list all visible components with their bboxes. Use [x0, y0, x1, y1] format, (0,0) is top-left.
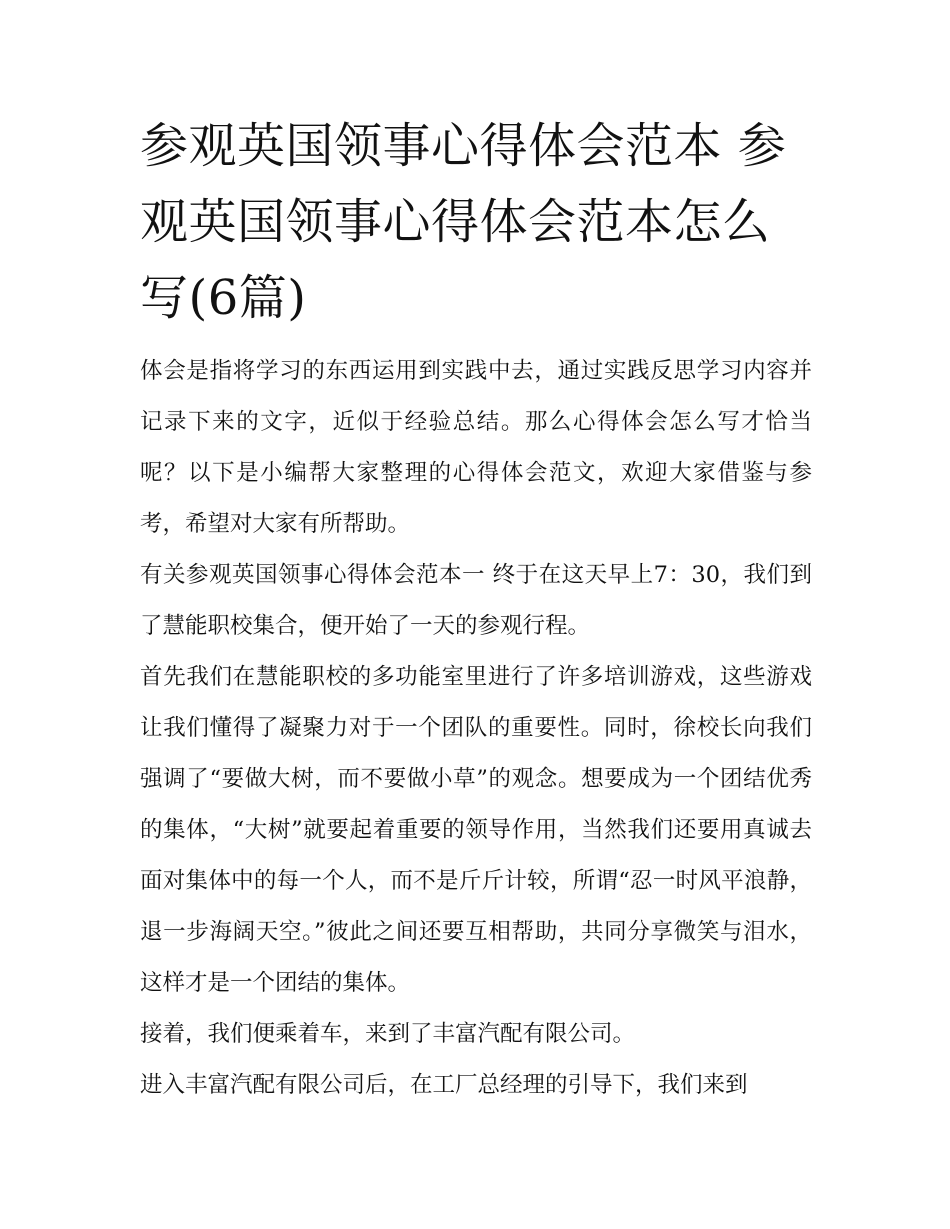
document-title: 参观英国领事心得体会范本 参观英国领事心得体会范本怎么写(6篇) [140, 118, 787, 326]
paragraph-training-games: 首先我们在慧能职校的多功能室里进行了许多培训游戏，这些游戏让我们懂得了凝聚力对于一个团队的重要性。同时，徐校长向我们强调了“要做大树，而不要做小草”的观念。想要成为一个团结优秀的集体，“大树”就要起着重要的领导作用，当然我们还要用真诚去面对集体中的每一个人，而不是斤斤计较，所谓“忍一时风平浪静，退一步海阔天空。”彼此之间还要互相帮助，共同分享微笑与泪水，这样才是一个团结的集体。 [140, 664, 812, 996]
document-body [140, 108, 812, 1111]
paragraph-intro: 体会是指将学习的东西运用到实践中去，通过实践反思学习内容并记录下来的文字，近似于经验总结。那么心得体会怎么写才恰当呢？以下是小编帮大家整理的心得体会范文，欢迎大家借鉴与参考，希望对大家有所帮助。 [140, 358, 812, 537]
paragraph-factory-visit: 进入丰富汽配有限公司后，在工厂总经理的引导下，我们来到 [140, 1072, 748, 1098]
paragraph-section-one-start: 有关参观英国领事心得体会范本一 终于在这天早上7：30，我们到了慧能职校集合，便开始了一天的参观行程。 [140, 562, 812, 639]
paragraph-bus-trip: 接着，我们便乘着车，来到了丰富汽配有限公司。 [140, 1021, 636, 1047]
